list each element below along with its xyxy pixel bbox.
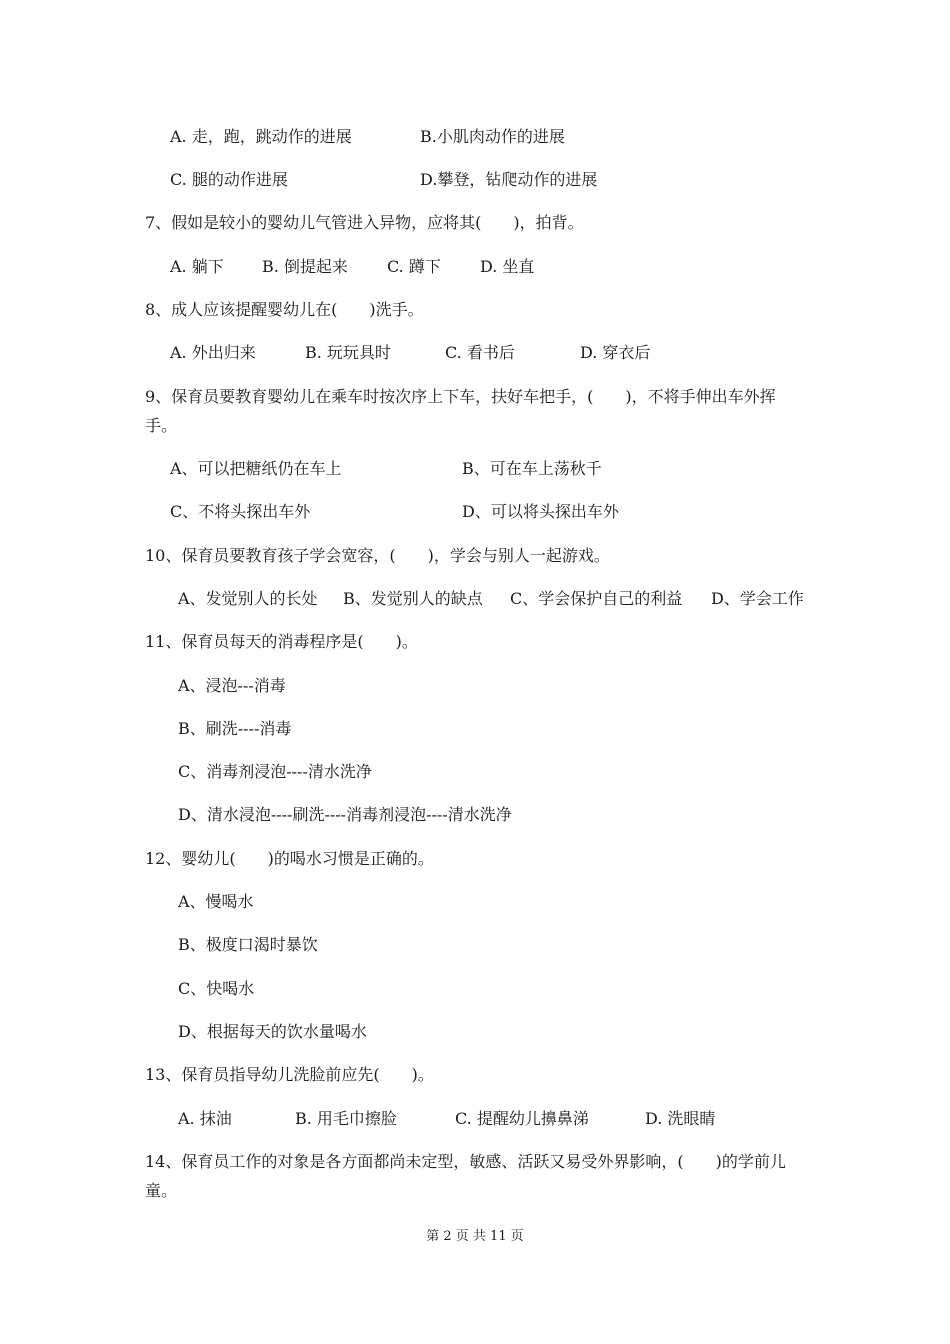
q9-option-d: D、可以将头探出车外: [462, 502, 619, 521]
page-number: 第 2 页 共 11 页: [426, 1229, 524, 1244]
q12-option-a: A、慢喝水: [178, 892, 254, 911]
q13-option-b: B. 用毛巾擦脸: [295, 1109, 397, 1128]
q11-question: 11、保育员每天的消毒程序是( )。: [145, 632, 418, 651]
q7-option-b: B. 倒提起来: [262, 257, 348, 276]
q13-option-d: D. 洗眼睛: [645, 1109, 716, 1128]
q7-option-d: D. 坐直: [480, 257, 535, 276]
q10-option-b: B、发觉别人的缺点: [343, 589, 483, 608]
q9-option-c: C、不将头探出车外: [170, 502, 311, 521]
q6-option-d: D.攀登，钻爬动作的进展: [420, 170, 598, 189]
q14-question-line2: 童。: [145, 1181, 178, 1200]
q8-option-a: A. 外出归来: [170, 343, 256, 362]
q12-question: 12、婴幼儿( )的喝水习惯是正确的。: [145, 849, 434, 868]
q8-option-c: C. 看书后: [445, 343, 515, 362]
q11-option-b: B、刷洗----消毒: [178, 719, 292, 738]
q11-option-c: C、消毒剂浸泡----清水洗净: [178, 762, 372, 781]
q6-option-c: C. 腿的动作进展: [170, 170, 288, 189]
q6-option-b: B.小肌肉动作的进展: [420, 127, 565, 146]
q9-question-line2: 手。: [145, 416, 178, 435]
q7-option-c: C. 蹲下: [387, 257, 441, 276]
q8-question: 8、成人应该提醒婴幼儿在( )洗手。: [145, 300, 424, 319]
q9-option-b: B、可在车上荡秋千: [462, 459, 602, 478]
q7-option-a: A. 躺下: [170, 257, 224, 276]
q10-option-c: C、学会保护自己的利益: [510, 589, 683, 608]
q11-option-d: D、清水浸泡----刷洗----消毒剂浸泡----清水洗净: [178, 805, 512, 824]
q10-option-d: D、学会工作: [711, 589, 804, 608]
q8-option-b: B. 玩玩具时: [305, 343, 391, 362]
q12-option-b: B、极度口渴时暴饮: [178, 935, 318, 954]
q11-option-a: A、浸泡---消毒: [178, 676, 286, 695]
q13-question: 13、保育员指导幼儿洗脸前应先( )。: [145, 1065, 434, 1084]
q9-option-a: A、可以把糖纸仍在车上: [170, 459, 342, 478]
q10-question: 10、保育员要教育孩子学会宽容，( )，学会与别人一起游戏。: [145, 546, 610, 565]
q10-option-a: A、发觉别人的长处: [178, 589, 318, 608]
q7-question: 7、假如是较小的婴幼儿气管进入异物，应将其( )，拍背。: [145, 213, 584, 232]
q6-option-a: A. 走，跑，跳动作的进展: [170, 127, 352, 146]
q12-option-d: D、根据每天的饮水量喝水: [178, 1022, 367, 1041]
q8-option-d: D. 穿衣后: [580, 343, 651, 362]
q13-option-a: A. 抹油: [178, 1109, 232, 1128]
q9-question-line1: 9、保育员要教育婴幼儿在乘车时按次序上下车，扶好车把手，( )，不将手伸出车外挥: [145, 387, 776, 406]
q13-option-c: C. 提醒幼儿擤鼻涕: [455, 1109, 589, 1128]
q14-question-line1: 14、保育员工作的对象是各方面都尚未定型，敏感、活跃又易受外界影响，( )的学前儿: [145, 1152, 786, 1171]
q12-option-c: C、快喝水: [178, 979, 255, 998]
